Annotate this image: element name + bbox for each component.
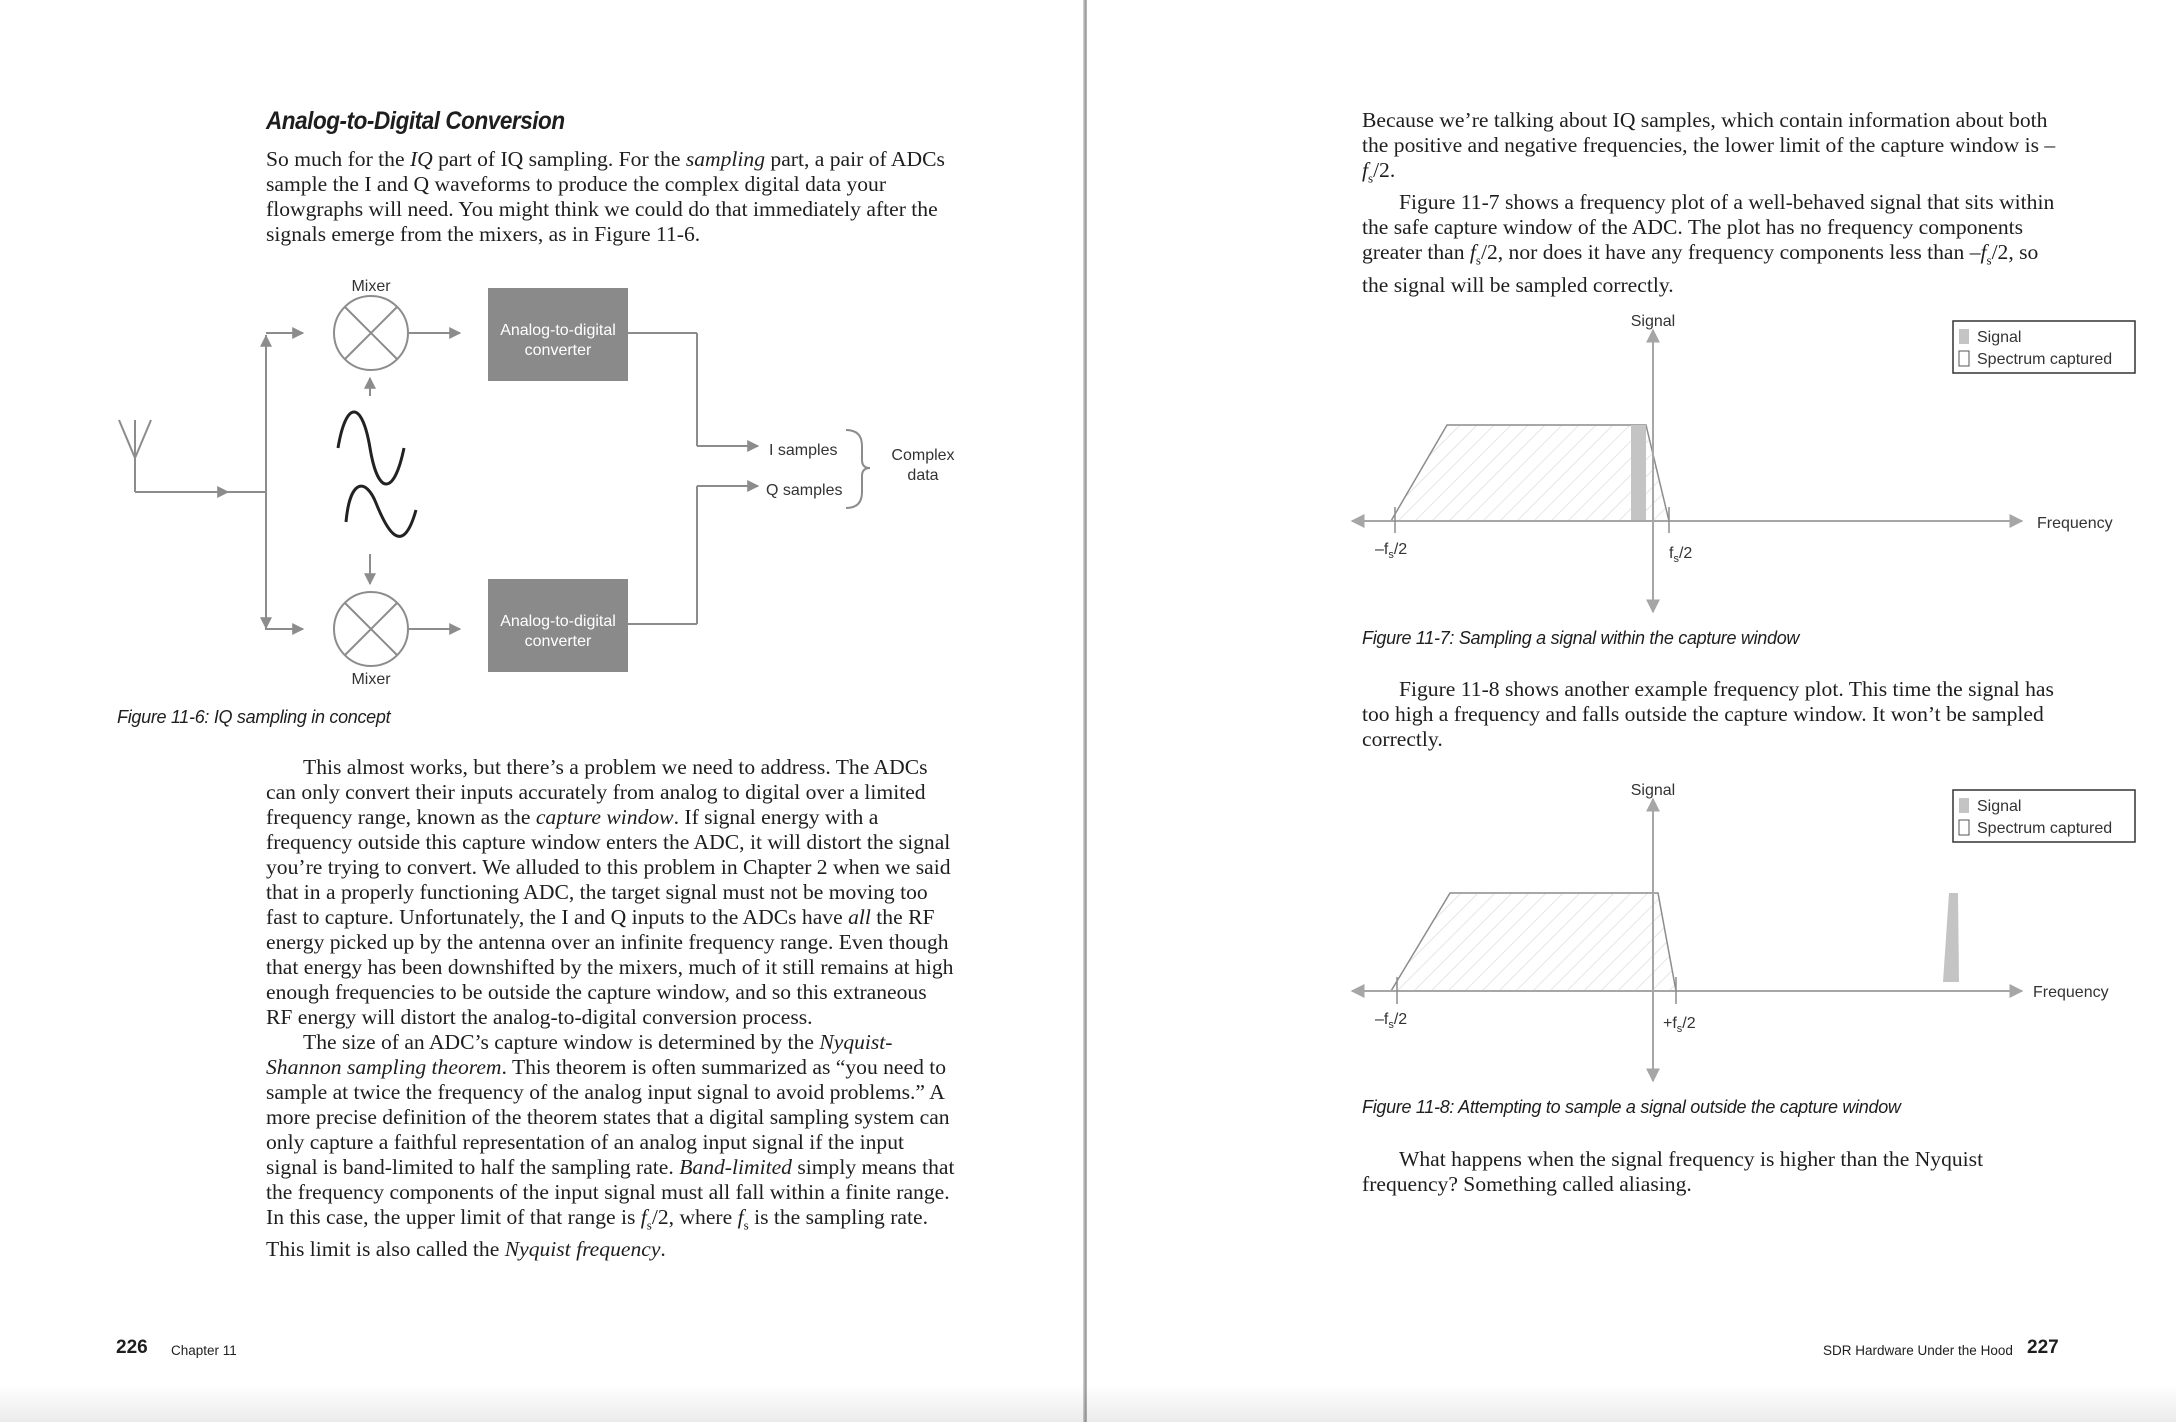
p1-text-4: all [848,905,871,929]
spectrum-captured-window [1391,893,1676,991]
p2-text-13: . [660,1237,666,1262]
page-number-left: 226 [116,1337,148,1358]
legend-spectrum-swatch [1959,820,1969,835]
figure-11-7-legend [1953,321,2135,373]
left-page [0,0,1085,1422]
y-axis-label: Signal [1630,782,1676,799]
p2-text-3: . This theorem is often summarized as “you need to sample at twice the frequency of the analog input signal to avoid problems.” A more precise definition of the theorem states that a digital sampling system can only capture a faithful representation of an analog input signal if the input signal is band-limited to half the sampling rate. [266,1055,950,1179]
intro-text-4: sampling [685,147,766,171]
tick-right-label: $f_s/2$ [1669,545,1693,565]
p2-text-10: s [743,1217,749,1233]
running-head-right: SDR Hardware Under the Hood [1823,1343,2013,1358]
rp2-text-6: s [1986,252,1992,268]
rp2-text-4: /2, nor does it have any frequency components less than – [1480,240,1981,265]
legend-spectrum-label: Spectrum captured [1977,351,2113,368]
figure-11-7-plot [1347,300,2147,620]
y-axis-label: Signal [1630,313,1676,330]
rp1-text-2: f [1362,158,1368,182]
right-top-paragraphs [1362,108,2062,298]
page-number-right: 227 [2027,1337,2059,1358]
section-heading: Analog-to-Digital Conversion [266,107,565,135]
figure-11-8-caption: Figure 11-8: Attempting to sample a signal outside the capture window [1362,1097,1901,1117]
i-samples-label: I samples [769,442,838,459]
spectrum-captured-window [1391,425,1669,521]
legend-signal-label: Signal [1977,798,2022,815]
p1-text-2: capture window [535,805,674,829]
legend-signal-swatch [1959,329,1969,344]
oscillator-wave-shifted-icon [346,486,416,536]
antenna-icon [119,420,151,492]
q-samples-label: Q samples [766,482,843,499]
running-head-left: Chapter 11 [171,1343,237,1358]
rp2-text-2: f [1469,240,1476,265]
complex-data-brace [846,430,870,508]
paragraph-nyquist [266,1030,958,1262]
rp2-text-3: s [1475,252,1481,268]
tick-left-label: $-f_s/2$ [1375,1011,1408,1031]
paragraph-aliasing-intro [1362,1147,2072,1197]
signal-wiring [135,333,758,630]
adc-top-label-line2: converter [524,342,592,359]
tick-right-label: $+f_s/2$ [1663,1015,1696,1035]
intro-text-5: part, a pair of ADCs sample the I and Q waveforms to produce the complex digital data your flowgraphs will need. You might think we could do that immediately after the signals emerge from the mixers, as in Figure 11-6. [266,147,945,246]
complex-data-label-line2: data [907,467,939,484]
paragraph-capture-window [266,755,958,1030]
rp1-text-1: Because we’re talking about IQ samples, which contain information about both the positive and negative frequencies, the lower limit of the capture window is – [1362,108,2056,157]
p1-text-5: the RF energy picked up by the antenna over an infinite frequency range. Even though that energy has been downshifted by the mixers, much of it still remains at high enough frequencies to be outside the capture window, and so this extraneous RF energy will distort the analog-to-digital conversion process. [266,905,954,1029]
paragraph-aliasing-text: What happens when the signal frequency is higher than the Nyquist frequency? Something called aliasing. [1362,1147,1984,1196]
rp2-text-7: /2, so the signal will be sampled correctly. [1362,240,2039,297]
figure-11-8-legend [1953,790,2135,842]
rp2-text-1: Figure 11-7 shows a frequency plot of a well-behaved signal that sits within the safe capture window of the ADC. The plot has no frequency components greater than [1362,190,2055,265]
paragraph-figure-11-8-intro [1362,677,2072,752]
mixer-top-label: Mixer [351,278,391,295]
legend-spectrum-label: Spectrum captured [1977,820,2113,837]
signal-band [1631,425,1646,521]
p2-text-12: Nyquist frequency [504,1237,661,1262]
intro-text-3: part of IQ sampling. For the [432,147,686,171]
page-bottom-shadow [0,1385,2176,1422]
p2-text-8: /2, where [651,1205,738,1229]
signal-band-outside [1943,893,1959,982]
p2-text-6: f [640,1205,647,1229]
mixer-top-icon [334,296,408,370]
paragraph-iq-lower-limit [1362,108,2062,190]
rp2-text-5: f [1980,240,1987,265]
capture-window-paragraphs [266,755,958,1262]
x-axis-label: Frequency [2033,984,2109,1001]
intro-text-1: So much for the [266,147,410,171]
p1-text-3: . If signal energy with a frequency outside this capture window enters the ADC, it will distort the signal you’re trying to convert. We alluded to this problem in Chapter 2 when we said that in a properly functioning ADC, the target signal must not be moving too fast to capture. Unfortunately, the I and Q inputs to the ADCs have [266,805,951,929]
legend-spectrum-swatch [1959,351,1969,366]
p2-text-11: is the sampling rate. This limit is also called the [266,1205,928,1262]
adc-top-label-line1: Analog-to-digital [500,322,616,339]
intro-text-2: IQ [409,147,433,171]
adc-bottom-label-line1: Analog-to-digital [500,613,616,630]
legend-signal-label: Signal [1977,329,2022,346]
p1-text-1: This almost works, but there’s a problem we need to address. The ADCs can only convert their inputs accurately from analog to digital over a limited frequency range, known as the [266,755,928,829]
figure-11-8-plot [1347,769,2147,1089]
paragraph-figure-11-7-intro [1362,190,2062,297]
p2-text-2: Nyquist-Shannon sampling theorem [266,1030,893,1079]
legend-signal-swatch [1959,798,1969,813]
p2-text-7: s [646,1217,652,1233]
rp1-text-3: s [1368,170,1374,186]
right-page [1087,0,2176,1422]
p2-text-5: simply means that the frequency components of the input signal must all fall within a finite range. In this case, the upper limit of that range is [266,1155,955,1229]
p2-text-1: The size of an ADC’s capture window is determined by the [303,1030,820,1054]
intro-paragraph [266,147,946,247]
p2-text-4: Band-limited [679,1155,792,1179]
oscillator-wave-icon [338,412,404,484]
figure-11-7-caption: Figure 11-7: Sampling a signal within the capture window [1362,628,1800,648]
complex-data-label-line1: Complex [891,447,955,464]
p2-text-9: f [737,1205,744,1229]
rp1-text-4: /2. [1373,158,1396,182]
adc-bottom-label-line2: converter [524,633,592,650]
tick-left-label: $-f_s/2$ [1375,541,1408,561]
paragraph-figure-11-8-text: Figure 11-8 shows another example frequency plot. This time the signal has too high a frequency and falls outside the capture window. It won’t be sampled correctly. [1362,677,2054,751]
mixer-bottom-label: Mixer [351,671,391,688]
figure-11-6-caption: Figure 11-6: IQ sampling in concept [117,707,391,727]
figure-11-6-diagram [0,270,1080,700]
x-axis-label: Frequency [2037,515,2113,532]
mixer-bottom-icon [334,592,408,666]
